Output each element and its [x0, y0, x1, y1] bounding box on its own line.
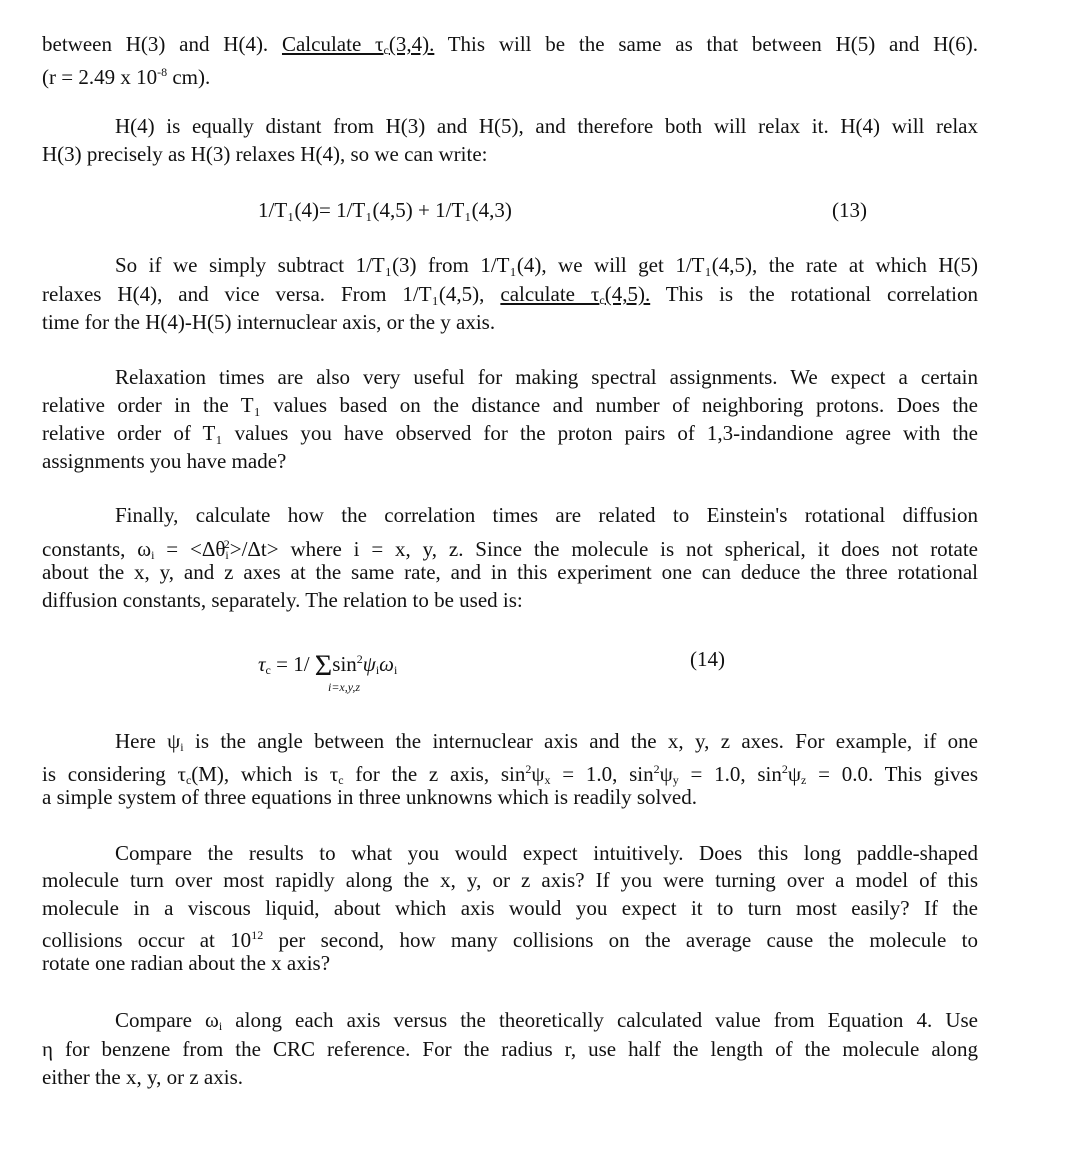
- p4-line3: relative order of T₁ values you have observed for the proton pairs of 1,3-indandione agree with the: [42, 421, 978, 445]
- p5-line1: Finally, calculate how the correlation times are related to Einstein's rotational diffusion: [115, 503, 978, 527]
- p7-line1: Compare the results to what you would expect intuitively. Does this long paddle-shaped: [115, 841, 978, 865]
- p5-line3: about the x, y, and z axes at the same rate, and in this experiment one can deduce the three rotational: [42, 560, 978, 584]
- p7-line3: molecule in a viscous liquid, about which axis would you expect it to turn most easily? If the: [42, 896, 978, 920]
- equation-14: $\tau_c = 1/$ $\Sigma\sin^2\psi_i\omega_i$: [258, 649, 398, 682]
- p3-line2: relaxes H(4), and vice versa. From 1/T₁(4,5), calculate $\tau_c(4,5)$. This is the rotational correlation: [42, 282, 979, 307]
- sum-index: i=x,y,z: [328, 680, 361, 694]
- p8-line2: η for benzene from the CRC reference. For the radius r, use half the length of the molecule along: [42, 1037, 978, 1061]
- p4-line4: assignments you have made?: [42, 449, 287, 473]
- equation-13-number: (13): [832, 198, 867, 222]
- p4-line1: Relaxation times are also very useful for making spectral assignments. We expect a certain: [115, 365, 978, 389]
- calc-tc-34: Calculate $\tau_c(3,4)$.: [281, 32, 435, 57]
- p8-line1: Compare $\omega_i$ along each axis versus the theoretically calculated value from Equation 4. Use: [115, 1008, 978, 1033]
- p6-line2: is considering $\tau_c(M)$, which is $\tau_c$ for the z axis, $\sin^2\psi_x = 1.0$, $\sin^2\psi_y = 1.0$, $\sin^2\psi_z = 0.0$. This gives: [42, 762, 978, 787]
- p6-line1: Here $\psi_i$ is the angle between the internuclear axis and the x, y, z axes. For example, if one: [115, 729, 978, 754]
- text: between H(3) and H(4).: [42, 32, 269, 56]
- equation-14-number: (14): [690, 647, 725, 671]
- p4-line2: relative order in the T₁ values based on the distance and number of neighboring protons. Does the: [42, 393, 978, 417]
- p2-line2: H(3) precisely as H(3) relaxes H(4), so we can write:: [42, 142, 488, 166]
- p2-line1: H(4) is equally distant from H(3) and H(5), and therefore both will relax it. H(4) will relax: [115, 114, 978, 138]
- p7-line5: rotate one radian about the x axis?: [42, 951, 331, 975]
- equation-13: 1/T₁(4)= 1/T₁(4,5) + 1/T₁(4,3): [258, 198, 512, 222]
- p8-line3: either the x, y, or z axis.: [42, 1065, 243, 1089]
- p5-line2: constants, $\omega_i = <\Delta\theta_i^2>/\Delta t>$ where i = x, y, z. Since the molecule is not spherical, it does not rotate: [42, 537, 978, 562]
- p7-line2: molecule turn over most rapidly along the x, y, or z axis? If you were turning over a model of this: [42, 868, 978, 892]
- text: This will be the same as that between H(5) and H(6).: [447, 32, 979, 56]
- p5-line4: diffusion constants, separately. The relation to be used is:: [42, 588, 523, 612]
- p3-line1: So if we simply subtract 1/T₁(3) from 1/T₁(4), we will get 1/T₁(4,5), the rate at which H(5): [115, 253, 978, 277]
- calc-tc-45: calculate $\tau_c(4,5)$.: [500, 282, 651, 307]
- p1-line2: (r = 2.49 x $10^{-8}$ cm).: [42, 65, 211, 89]
- p3-line3: time for the H(4)-H(5) internuclear axis, or the y axis.: [42, 310, 496, 334]
- p6-line3: a simple system of three equations in three unknowns which is readily solved.: [42, 785, 697, 809]
- p7-line4: collisions occur at $10^{12}$ per second, how many collisions on the average cause the molecule to: [42, 928, 978, 952]
